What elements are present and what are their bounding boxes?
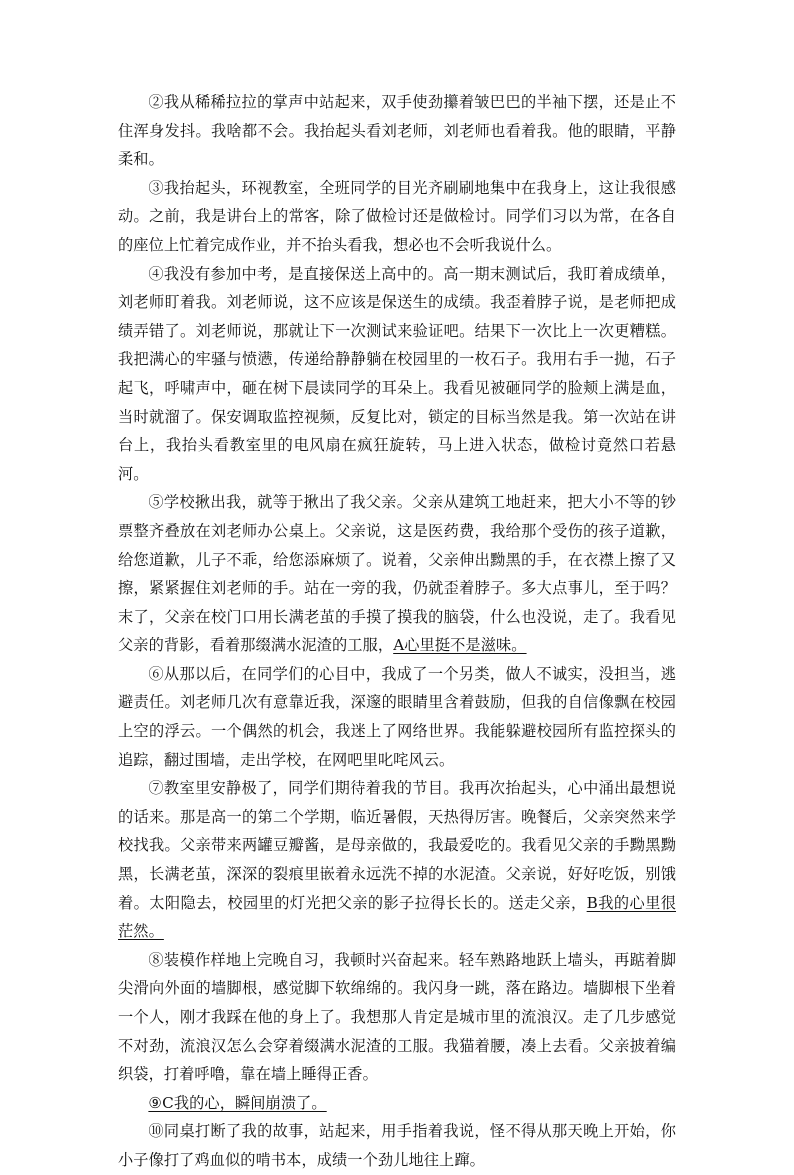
paragraph-2-text: ②我从稀稀拉拉的掌声中站起来，双手使劲攥着皱巴巴的半袖下摆，还是止不住浑身发抖。我啥都不会。我抬起头看刘老师，刘老师也看着我。他的眼睛，平静柔和。 (118, 93, 676, 169)
paragraph-4-text: ④我没有参加中考，是直接保送上高中的。高一期末测试后，我盯着成绩单，刘老师盯着我。刘老师说，这不应该是保送生的成绩。我歪着脖子说，是老师把成绩弄错了。刘老师说，那就让下一次测试来验证吧。结果下一次比上一次更糟糕。我把满心的牢骚与愤懑，传递给静静躺在校园里的一枚石子。我用右手一抛，石子起飞，呼啸声中，砸在树下晨读同学的耳朵上。我看见被砸同学的脸颊上满是血，当时就溜了。保安调取监控视频，反复比对，锁定的目标当然是我。第一次站在讲台上，我抬头看教室里的电风扇在疯狂旋转，马上进入状态，做检讨竟然口若悬河。 (118, 264, 676, 483)
paragraph-7 (118, 774, 676, 946)
paragraph-3-text: ③我抬起头，环视教室，全班同学的目光齐刷刷地集中在我身上，这让我很感动。之前，我是讲台上的常客，除了做检讨还是做检讨。同学们习以为常，在各自的座位上忙着完成作业，并不抬头看我，想必也不会听我说什么。 (118, 178, 676, 254)
paragraph-6 (118, 660, 676, 774)
paragraph-5 (118, 488, 676, 660)
paragraph-9 (118, 1089, 676, 1118)
paragraph-5-text: ⑤学校揪出我，就等于揪出了我父亲。父亲从建筑工地赶来，把大小不等的钞票整齐叠放在刘老师办公桌上。父亲说，这是医药费，我给那个受伤的孩子道歉，给您道歉，儿子不乖，给您添麻烦了。说着，父亲伸出黝黑的手，在衣襟上擦了又擦，紧紧握住刘老师的手。站在一旁的我，仍就歪着脖子。多大点事儿，至于吗？末了，父亲在校门口用长满老茧的手摸了摸我的脑袋，什么也没说，走了。我看见父亲的背影，看着那缀满水泥渣的工服， (118, 493, 676, 655)
paragraph-7-text: ⑦教室里安静极了，同学们期待着我的节目。我再次抬起头，心中涌出最想说的话来。那是高一的第二个学期，临近暑假，天热得厉害。晚餐后，父亲突然来学校找我。父亲带来两罐豆瓣酱，是母亲做的，我最爱吃的。我看见父亲的手黝黑黝黑，长满老茧，深深的裂痕里嵌着永远洗不掉的水泥渣。父亲说，好好吃饭，别饿着。太阳隐去，校园里的灯光把父亲的影子拉得长长的。送走父亲， (118, 779, 676, 912)
document-body (118, 88, 676, 1175)
paragraph-6-text: ⑥从那以后，在同学们的心目中，我成了一个另类，做人不诚实，没担当，逃避责任。刘老师几次有意靠近我，深邃的眼睛里含着鼓励，但我的自信像飘在校园上空的浮云。一个偶然的机会，我迷上了网络世界。我能躲避校园所有监控探头的追踪，翻过围墙，走出学校，在网吧里叱咤风云。 (118, 664, 676, 769)
paragraph-10 (118, 1117, 676, 1174)
paragraph-8 (118, 946, 676, 1089)
underlined-sentence-c: ⑨C我的心，瞬间崩溃了。 (148, 1093, 327, 1112)
underlined-sentence-a: A心里挺不是滋味。 (393, 636, 527, 655)
paragraph-8-text: ⑧装模作样地上完晚自习，我顿时兴奋起来。轻车熟路地跃上墙头，再踮着脚尖滑向外面的墙脚根，感觉脚下软绵绵的。我闪身一跳，落在路边。墙脚根下坐着一个人，刚才我踩在他的身上了。我想那人肯定是城市里的流浪汉。走了几步感觉不对劲，流浪汉怎么会穿着缀满水泥渣的工服。我猫着腰，凑上去看。父亲披着编织袋，打着呼噜，靠在墙上睡得正香。 (118, 950, 676, 1084)
paragraph-10-text: ⑩同桌打断了我的故事，站起来，用手指着我说，怪不得从那天晚上开始，你小子像打了鸡血似的啃书本，成绩一个劲儿地往上蹿。 (118, 1122, 676, 1169)
paragraph-4 (118, 260, 676, 489)
paragraph-3 (118, 174, 676, 260)
paragraph-2 (118, 88, 676, 174)
underlined-sentence-b: B我的心里很茫然。 (118, 893, 677, 941)
